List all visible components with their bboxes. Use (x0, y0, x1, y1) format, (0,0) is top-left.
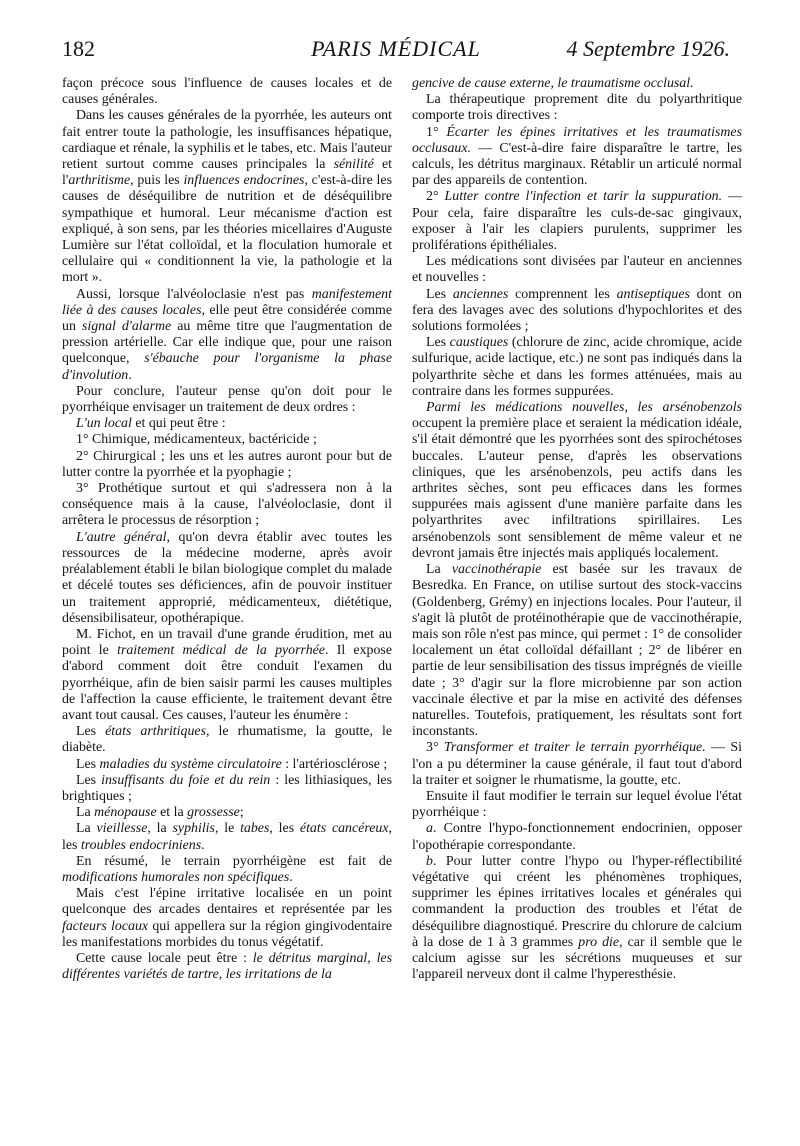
body-text: . (128, 367, 132, 383)
paragraph (62, 951, 392, 983)
paragraph (62, 384, 392, 416)
paragraph (62, 854, 392, 886)
paragraph (62, 449, 392, 481)
paragraph (62, 627, 392, 724)
emphasis-text: ménopause (94, 805, 157, 821)
body-text: (chlorure de zinc, acide chromique, acide sulfurique, acide lactique, etc.) ne sont pas indiqués dans la polyarthrite sèche et dans les formes atténuées, mais au contraire dans les formes suppurées. (412, 335, 742, 399)
emphasis-text: caustiques (449, 335, 509, 351)
emphasis-text: a (426, 821, 433, 837)
emphasis-text: Écarter les épines irritatives et les traumatismes occlusaux. (412, 124, 742, 156)
paragraph (62, 76, 392, 108)
body-text: , les (62, 821, 392, 853)
body-text: . Il expose d'abord comment doit être conduit l'examen du pyorrhéique, afin de bien saisir parmi les causes multiples de l'affection la cause efficiente, le traitement devant être avant tout causal. Ces causes, l'auteur les énumère : (62, 643, 392, 723)
paragraph (62, 773, 392, 805)
emphasis-text: arthritisme (68, 173, 131, 189)
emphasis-text: signal d'alarme (81, 319, 172, 335)
right-column (412, 76, 742, 983)
body-text: dont on fera des lavages avec des solutions d'hypochlorites et des solutions formolées ; (412, 286, 742, 335)
body-text: La (426, 562, 452, 578)
journal-title: PARIS MÉDICAL (311, 36, 481, 61)
body-text: 3° (426, 740, 444, 756)
body-text: : l'artériosclérose ; (281, 756, 388, 772)
body-text: , c'est-à-dire les causes de déséquilibre de nutrition et de déséquilibre sympathique et humoral. Leur mécanisme d'action est expliqué, à son sens, par les théories micellaires d'Auguste Lumière sur l'état colloïdal, et la floculation humorale et cellulaire qui « conditionnent la vie, la pathologie et la mort ». (62, 173, 392, 286)
emphasis-text: influences endocrines (183, 173, 305, 189)
paragraph (412, 821, 742, 853)
body-text: . (201, 837, 205, 853)
paragraph (62, 757, 392, 773)
paragraph (62, 821, 392, 853)
body-text: — C'est-à-dire faire disparaître le tartre, les calculs, les détritus marginaux. Rétablir un articulé normal par des appareils de contention. (412, 140, 742, 189)
body-text: . Pour lutter contre l'hypo ou l'hyper-réflectibilité végétative qui créent les phénomènes trophiques, supprimer les épines irritatives locales et générales qui commandent la production des troubles et l'état de déséquilibre diagnostiqué. Prescrire du chlorure de calcium à la dose de 1 à 3 grammes (412, 853, 742, 950)
issue-date: 4 Septembre 1926. (566, 36, 730, 61)
emphasis-text: anciennes (452, 286, 509, 302)
emphasis-text: Parmi les médications nouvelles, les arsénobenzols (426, 400, 742, 416)
body-text: est basée sur les travaux de Besredka. En France, on utilise surtout des stock-vaccins (Goldenberg, Grémy) en injections locales. Pour l'auteur, il s'agit là plutôt de protéinothérapie que de vaccinothérapie, mais son rôle n'est pas mince, qui permet : 1° de consolider localement un état colloïdal défaillant ; 2° de libérer en partie de leur sensibilisation des tissus imprégnés de vieille date ; 3° d'agir sur la flore microbienne par son action vaccinale élective et par la mise en activité des défenses naturelles. Toutefois, pratiquement, les résultats sont fort inconstants. (412, 562, 742, 740)
body-text: , le (214, 821, 241, 837)
body-text: occupent la première place et seraient la médication idéale, s'il était démontré que les pyorrhées sont des spirochétoses buccales. L'auteur pense, d'après les observations cliniques, que les arsénobenzols, peu actifs dans les arthrites sèches, sont peu efficaces dans les formes suppurées mais agissent d'une manière parfaite dans les polyarthrites avec infiltrations spirillaires. Les arsénobenzols sont sensiblement de même valeur et ne devront jamais être injectés mais appliqués localement. (412, 416, 742, 561)
body-text: 2° Chirurgical ; les uns et les autres auront pour but de lutter contre la pyorrhée et la pyophagie ; (62, 448, 392, 480)
body-text: : les lithiasiques, les brightiques ; (62, 772, 393, 804)
body-text: au même titre que l'augmentation de pression artérielle. Car elle indique que, pour une raison quelconque, (62, 319, 393, 367)
emphasis-text: maladies du système circulatoire (99, 756, 282, 772)
body-text: Les (426, 335, 450, 351)
emphasis-text: syphilis (172, 821, 215, 837)
body-text: Les (426, 286, 453, 302)
body-text: , le rhumatisme, la goutte, le diabète. (62, 724, 393, 756)
body-text: — Pour cela, faire disparaître les culs-de-sac gingivaux, exposer à l'air les clapiers purulents, supprimer les proliférations épithéliales. (412, 189, 742, 254)
left-column (62, 76, 392, 983)
emphasis-text: gencive de cause externe, le traumatisme occlusal. (412, 76, 694, 91)
body-text: , elle peut être considérée comme un (62, 302, 393, 335)
emphasis-text: vieillesse (96, 821, 148, 837)
emphasis-text: modifications humorales non spécifiques (62, 869, 290, 885)
emphasis-text: grossesse (187, 805, 240, 821)
body-text: En résumé, le terrain pyorrhéigène est fait de (76, 853, 392, 869)
emphasis-text: états cancéreux (299, 821, 389, 837)
emphasis-text: Transformer et traiter le terrain pyorrhéique. (443, 740, 706, 756)
emphasis-text: vaccinothérapie (451, 562, 542, 578)
body-text: Les (76, 756, 100, 772)
body-text: 1° (426, 124, 447, 140)
body-text: , car il semble que le calcium agisse sur les sécrétions muqueuses et sur l'appareil nerveux dont il calme l'hyperesthésie. (412, 934, 742, 983)
body-text: 3° Prothétique surtout et qui s'adressera non à la conséquence mais à la cause, l'alvéoloclasie, dont il arrêtera le processus de résorption ; (62, 481, 392, 529)
paragraph (412, 125, 742, 190)
body-text: Les (76, 772, 102, 788)
emphasis-text: L'autre général (76, 529, 167, 545)
paragraph (62, 886, 392, 951)
emphasis-text: b (426, 853, 433, 869)
paragraph (62, 287, 392, 384)
emphasis-text: le détritus marginal, les différentes variétés de tartre, les irritations de la (62, 950, 393, 983)
paragraph (62, 481, 392, 530)
emphasis-text: antiseptiques (616, 286, 690, 302)
body-text: Ensuite il faut modifier le terrain sur lequel évolue l'état pyorrhéique : (412, 788, 742, 821)
body-text: , qu'on devra établir avec toutes les ressources de la médecine moderne, après avoir préalablement établi le bilan biologique complet du malade et décelé toutes ses déficiences, afin de pouvoir instituer un traitement approprié, médicamenteux, diététique, désensibilisateur, opothérapique. (62, 529, 392, 626)
body-text: Cette cause locale peut être : (76, 950, 253, 966)
body-text: . Contre l'hypo-fonctionnement endocrinien, opposer l'opothérapie correspondante. (412, 821, 742, 853)
body-text: et l' (62, 157, 392, 189)
body-text: 2° (426, 189, 445, 205)
paragraph (62, 805, 392, 821)
paragraph (62, 432, 392, 448)
paragraph (62, 724, 392, 756)
emphasis-text: sénilité (333, 157, 374, 173)
body-text: façon précoce sous l'influence de causes locales et de causes générales. (62, 76, 392, 108)
paragraph (62, 108, 392, 286)
body-text: et qui peut être : (131, 416, 226, 432)
body-text: La (76, 805, 95, 821)
emphasis-text: troubles endocriniens (80, 837, 202, 853)
emphasis-text: s'ébauche pour l'organisme la phase d'involution (62, 351, 392, 383)
body-text: , les (269, 821, 300, 837)
emphasis-text: insuffisants du foie et du rein (101, 772, 271, 788)
paragraph (412, 254, 742, 286)
paragraph (412, 562, 742, 740)
paragraph (412, 740, 742, 789)
body-text: . (289, 869, 293, 885)
emphasis-text: tabes (240, 821, 270, 837)
emphasis-text: L'un local (76, 416, 132, 432)
body-text: La (76, 821, 97, 837)
body-text: , la (147, 821, 173, 837)
paragraph (412, 76, 742, 92)
paragraph (62, 416, 392, 432)
paragraph (412, 92, 742, 124)
emphasis-text: pro die (578, 934, 620, 950)
body-text: ; (239, 805, 244, 821)
paragraph (62, 530, 392, 627)
body-text: — Si l'on a pu déterminer la cause générale, il faut tout d'abord la traiter et soigner le rhumatisme, la goutte, etc. (412, 740, 742, 788)
paragraph (412, 789, 742, 821)
running-header (62, 36, 730, 70)
body-text: La thérapeutique proprement dite du polyarthritique comporte trois directives : (412, 92, 742, 124)
body-text: Mais c'est l'épine irritative localisée en un point quelconque des arcades dentaires et représentée par les (62, 886, 392, 918)
body-text: qui appellera sur la région gingivodentaire les manifestations morbides du tonus végétatif. (62, 918, 393, 950)
paragraph (412, 400, 742, 562)
paragraph (412, 287, 742, 336)
page-number: 182 (62, 36, 95, 61)
body-text: Les médications sont divisées par l'auteur en anciennes et nouvelles : (412, 254, 742, 286)
body-text: et la (156, 805, 188, 821)
emphasis-text: facteurs locaux (62, 918, 149, 934)
body-text: comprennent les (508, 286, 617, 302)
body-text: Les (76, 724, 106, 740)
paragraph (412, 189, 742, 254)
emphasis-text: traitement médical de la pyorrhée (117, 643, 325, 659)
emphasis-text: manifestement liée à des causes locales (62, 286, 392, 318)
body-text: M. Fichot, en un travail d'une grande érudition, met au point le (62, 626, 392, 659)
emphasis-text: états arthritiques (105, 724, 206, 740)
body-text: Dans les causes générales de la pyorrhée, les auteurs ont fait entrer toute la pathologie, les insuffisances hépatique, cardiaque et rénale, la syphilis et le tabes, etc. Mais l'auteur retient surtout comme causes principales la (62, 108, 392, 173)
paragraph (412, 335, 742, 400)
body-text: Pour conclure, l'auteur pense qu'on doit pour le pyorrhéique envisager un traitement de deux ordres : (62, 383, 392, 416)
paragraph (412, 854, 742, 984)
emphasis-text: Lutter contre l'infection et tarir la suppuration. (444, 189, 723, 205)
body-text: Aussi, lorsque l'alvéoloclasie n'est pas (76, 286, 312, 302)
body-text: 1° Chimique, médicamenteux, bactéricide ; (76, 432, 317, 448)
body-text: , puis les (130, 173, 184, 189)
